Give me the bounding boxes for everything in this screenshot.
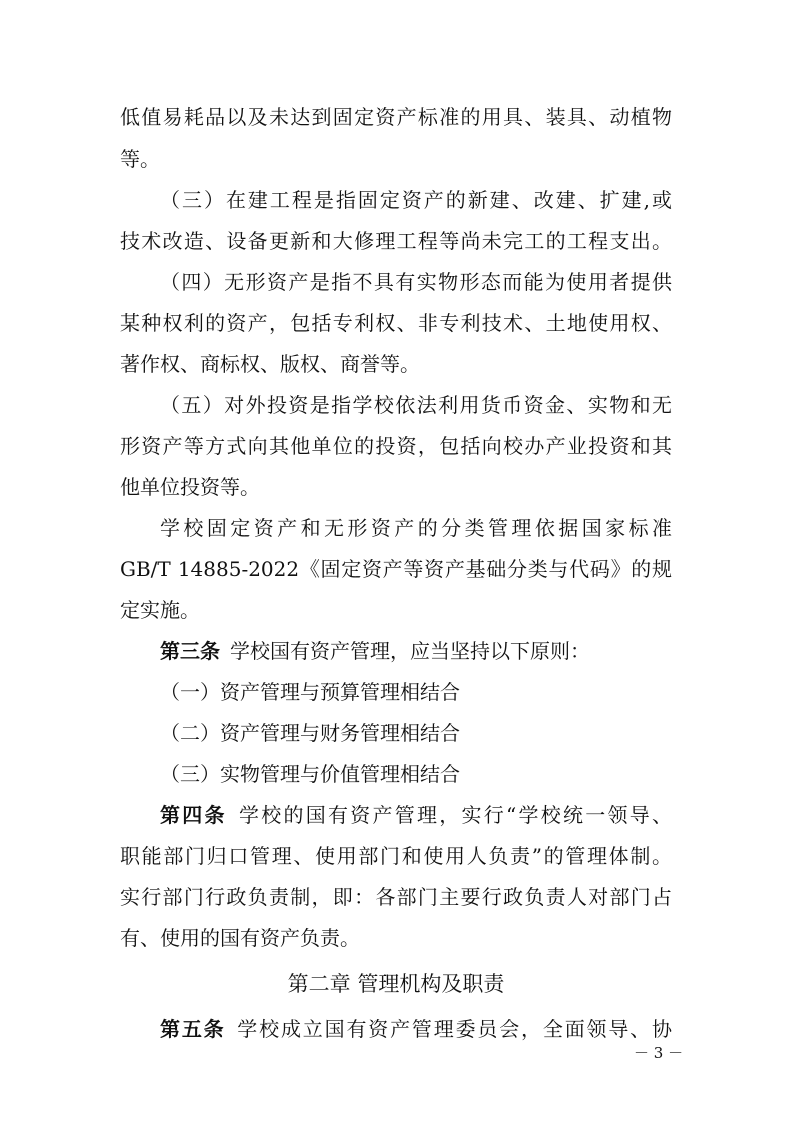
article-line (160, 1015, 672, 1043)
paragraph-line: 低值易耗品以及未达到固定资产标准的用具、装具、动植物 (120, 105, 672, 129)
article-label: 第四条 (160, 803, 227, 827)
article-label: 第五条 (160, 1017, 226, 1041)
paragraph-line: （四）无形资产是指不具有实物形态而能为使用者提供 (160, 270, 672, 294)
paragraph-line: 形资产等方式向其他单位的投资，包括向校办产业投资和其 (120, 434, 672, 458)
article-text: 学校国有资产管理，应当坚持以下原则： (230, 639, 590, 663)
paragraph-line: 他单位投资等。 (120, 475, 260, 499)
article-label: 第三条 (160, 639, 220, 663)
article-line (160, 801, 672, 829)
article-text: 学校成立国有资产管理委员会，全面领导、协 (235, 1017, 673, 1041)
paragraph-line: 著作权、商标权、版权、商誉等。 (120, 352, 420, 376)
paragraph-line: 等。 (120, 147, 160, 171)
paragraph-line: 技术改造、设备更新和大修理工程等尚未完工的工程支出。 (120, 229, 672, 253)
paragraph-line: GB/T 14885-2022《固定资产等资产基础分类与代码》的规 (120, 557, 672, 581)
page-number: － 3 － (634, 1044, 684, 1062)
paragraph-line: 学校固定资产和无形资产的分类管理依据国家标准 (160, 516, 672, 540)
paragraph-line: 实行部门行政负责制，即：各部门主要行政负责人对部门占 (120, 885, 672, 909)
chapter-heading: 第二章 管理机构及职责 (287, 972, 505, 996)
principle-item: （二）资产管理与财务管理相结合 (160, 721, 460, 745)
article-text: 学校的国有资产管理，实行“学校统一领导、 (236, 803, 673, 827)
principle-item: （一）资产管理与预算管理相结合 (160, 680, 460, 704)
paragraph-line: （五）对外投资是指学校依法利用货币资金、实物和无 (160, 393, 672, 417)
paragraph-line: 定实施。 (120, 598, 200, 622)
paragraph-line: 有、使用的国有资产负责。 (120, 926, 360, 950)
paragraph-line: （三）在建工程是指固定资产的新建、改建、扩建,或 (160, 188, 672, 212)
paragraph-line: 某种权利的资产，包括专利权、非专利技术、土地使用权、 (120, 311, 672, 335)
principle-item: （三）实物管理与价值管理相结合 (160, 762, 460, 786)
paragraph-line: 职能部门归口管理、使用部门和使用人负责”的管理体制。 (120, 844, 672, 868)
article-line (160, 637, 590, 665)
